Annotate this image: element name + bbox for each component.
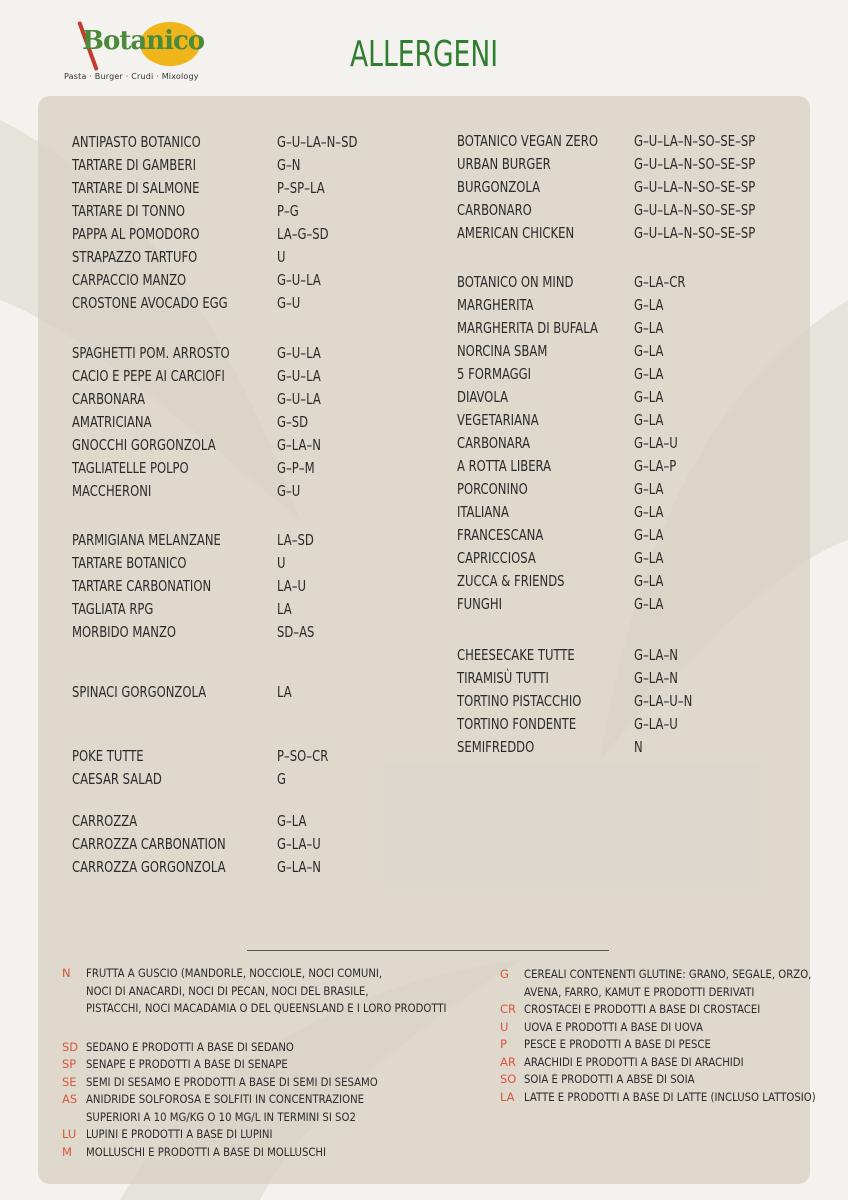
menu-item-row [72, 367, 412, 390]
allergen-codes: G–LA–N [277, 436, 321, 454]
legend-entry [62, 1074, 472, 1092]
allergen-codes: G–U–LA [277, 390, 321, 408]
menu-item-row [72, 577, 412, 600]
legend-description: SOIA E PRODOTTI A ABSE DI SOIA [524, 1072, 695, 1086]
allergen-codes: G–LA–N [634, 669, 678, 687]
allergen-codes: G–LA [634, 526, 664, 544]
menu-item-row [457, 224, 797, 247]
menu-item-name: CACIO E PEPE AI CARCIOFI [72, 367, 225, 385]
menu-item-name: DIAVOLA [457, 388, 509, 406]
allergen-codes: G–U–LA [277, 367, 321, 385]
legend-code: LA [500, 1089, 515, 1104]
allergen-codes: G–U–LA [277, 344, 321, 362]
menu-item-name: BURGONZOLA [457, 178, 541, 196]
legend-code: AR [500, 1054, 516, 1069]
menu-item-name: ANTIPASTO BOTANICO [72, 133, 201, 151]
menu-item-name: A ROTTA LIBERA [457, 457, 552, 475]
menu-column-right [457, 132, 797, 761]
legend-description: CEREALI CONTENENTI GLUTINE: GRANO, SEGALE, ORZO, [524, 967, 812, 981]
group-spacer [72, 706, 412, 747]
legend-description: PISTACCHI, NOCI MACADAMIA O DEL QUEENSLAND E I LORO PRODOTTI [86, 1001, 447, 1015]
menu-item-name: TAGLIATELLE POLPO [72, 459, 189, 477]
logo-tagline: Pasta · Burger · Crudi · Mixology [64, 72, 199, 81]
menu-item-row [457, 738, 797, 761]
menu-item-row [457, 526, 797, 549]
allergen-codes: U [277, 554, 286, 572]
group-spacer [72, 317, 412, 344]
menu-item-row [457, 388, 797, 411]
menu-item-row [72, 747, 412, 770]
legend-description: AVENA, FARRO, KAMUT E PRODOTTI DERIVATI [524, 984, 755, 999]
group-spacer [72, 793, 412, 812]
page-title: ALLERGENI [350, 34, 499, 75]
allergen-codes: LA–U [277, 577, 306, 595]
menu-item-name: TIRAMISÙ TUTTI [457, 669, 549, 687]
legend-code: SE [62, 1074, 77, 1089]
allergen-codes: G–U–LA–N–SO–SE–SP [634, 224, 756, 242]
legend-entry [500, 1001, 820, 1019]
menu-item-name: CARROZZA GORGONZOLA [72, 858, 226, 876]
legend-code: CR [500, 1002, 517, 1016]
menu-item-name: TARTARE BOTANICO [72, 554, 187, 572]
menu-item-name: FUNGHI [457, 595, 503, 613]
menu-item-name: CARBONARA [72, 390, 146, 408]
allergen-codes: G–LA [634, 342, 664, 360]
allergen-codes: N [634, 738, 643, 756]
menu-item-name: TARTARE DI GAMBERI [72, 156, 197, 174]
menu-item-name: POKE TUTTE [72, 747, 144, 765]
menu-item-row [457, 549, 797, 572]
logo-wordmark: Botanico [82, 26, 205, 56]
allergen-codes: G–LA [634, 503, 664, 521]
allergen-codes: G–SD [277, 413, 309, 431]
allergen-codes: LA–SD [277, 531, 314, 549]
menu-item-row [457, 457, 797, 480]
allergen-codes: G–N [277, 156, 301, 174]
allergen-codes: G–U [277, 294, 301, 312]
menu-item-name: VEGETARIANA [457, 411, 539, 429]
menu-item-row [457, 434, 797, 457]
menu-item-name: SEMIFREDDO [457, 738, 535, 756]
allergen-codes: P–G [277, 202, 299, 220]
legend-code: SP [62, 1057, 77, 1071]
menu-item-name: URBAN BURGER [457, 155, 551, 173]
menu-item-row [72, 623, 412, 646]
menu-item-name: MORBIDO MANZO [72, 623, 177, 641]
menu-item-name: CAPRICCIOSA [457, 549, 536, 567]
menu-item-row [457, 411, 797, 434]
group-spacer [72, 505, 412, 531]
group-spacer [457, 247, 797, 273]
menu-item-name: AMATRICIANA [72, 413, 152, 431]
allergen-codes: U [277, 248, 286, 266]
menu-column-left [72, 133, 412, 881]
menu-item-row [72, 294, 412, 317]
legend-description: ARACHIDI E PRODOTTI A BASE DI ARACHIDI [524, 1054, 744, 1069]
menu-item-name: TORTINO PISTACCHIO [457, 692, 582, 710]
menu-item-name: MARGHERITA [457, 296, 534, 314]
menu-item-name: TARTARE DI SALMONE [72, 179, 200, 197]
allergen-codes: G–LA [634, 572, 664, 590]
menu-item-name: TORTINO FONDENTE [457, 715, 577, 733]
legend-entry [62, 1144, 472, 1162]
allergen-codes: G–LA [634, 480, 664, 498]
allergen-codes: G–LA [277, 812, 307, 830]
menu-item-row [457, 273, 797, 296]
legend-entry [62, 1039, 472, 1057]
menu-item-name: CARROZZA CARBONATION [72, 835, 226, 853]
legend-code: LU [62, 1127, 77, 1141]
legend-description: PESCE E PRODOTTI A BASE DI PESCE [524, 1037, 711, 1051]
legend-code: SD [62, 1039, 79, 1054]
allergen-codes: LA [277, 683, 292, 701]
menu-item-name: STRAPAZZO TARTUFO [72, 248, 198, 266]
legend-description: NOCI DI ANACARDI, NOCI DI PECAN, NOCI DEL BRASILE, [86, 983, 369, 998]
legend-code: SO [500, 1072, 517, 1086]
legend-code: P [500, 1037, 507, 1051]
menu-item-name: CARPACCIO MANZO [72, 271, 187, 289]
menu-item-row [72, 413, 412, 436]
allergen-codes: G–U–LA–N–SD [277, 133, 358, 151]
allergen-codes: G–LA–P [634, 457, 677, 475]
legend-description: LUPINI E PRODOTTI A BASE DI LUPINI [86, 1127, 273, 1141]
legend-description: LATTE E PRODOTTI A BASE DI LATTE (INCLUSO LATTOSIO) [524, 1089, 816, 1104]
legend-code: G [500, 967, 509, 981]
menu-item-row [457, 296, 797, 319]
menu-item-row [72, 835, 412, 858]
allergen-codes: G–LA [634, 388, 664, 406]
menu-item-row [457, 692, 797, 715]
menu-item-name: MACCHERONI [72, 482, 152, 500]
menu-item-row [457, 178, 797, 201]
allergen-codes: G–LA [634, 549, 664, 567]
allergen-codes: G–LA [634, 365, 664, 383]
menu-item-row [72, 600, 412, 623]
menu-item-name: CARROZZA [72, 812, 138, 830]
menu-item-row [72, 202, 412, 225]
menu-item-name: TARTARE DI TONNO [72, 202, 186, 220]
menu-item-row [72, 156, 412, 179]
menu-item-name: BOTANICO ON MIND [457, 273, 574, 291]
allergen-codes: SD–AS [277, 623, 315, 641]
menu-item-row [72, 770, 412, 793]
menu-item-row [457, 201, 797, 224]
menu-item-name: AMERICAN CHICKEN [457, 224, 575, 242]
menu-item-row [457, 595, 797, 618]
menu-item-row [72, 344, 412, 367]
menu-item-row [72, 179, 412, 202]
legend-entry [500, 1071, 820, 1089]
menu-item-row [72, 390, 412, 413]
menu-item-row [72, 531, 412, 554]
allergen-codes: G–U–LA–N–SO–SE–SP [634, 201, 756, 219]
menu-item-name: NORCINA SBAM [457, 342, 548, 360]
legend-description: SUPERIORI A 10 MG/KG O 10 MG/L IN TERMINI SI SO2 [86, 1109, 356, 1124]
allergen-codes: G–LA–U [634, 434, 678, 452]
menu-item-name: CAESAR SALAD [72, 770, 162, 788]
allergen-codes: G–LA [634, 411, 664, 429]
legend-code: U [500, 1019, 509, 1034]
menu-item-name: ITALIANA [457, 503, 509, 521]
legend-left [62, 965, 472, 1161]
menu-item-name: SPAGHETTI POM. ARROSTO [72, 344, 230, 362]
menu-item-row [72, 459, 412, 482]
allergen-codes: G–LA–U–N [634, 692, 693, 710]
allergen-codes: G–LA–N [277, 858, 321, 876]
menu-item-name: PARMIGIANA MELANZANE [72, 531, 221, 549]
menu-item-name: BOTANICO VEGAN ZERO [457, 132, 598, 150]
menu-item-row [72, 271, 412, 294]
legend-entry [62, 1091, 472, 1126]
legend-entry [62, 965, 472, 1018]
allergen-codes: G–U–LA–N–SO–SE–SP [634, 178, 756, 196]
menu-item-row [457, 365, 797, 388]
legend-entry [500, 1089, 820, 1107]
menu-item-name: PAPPA AL POMODORO [72, 225, 200, 243]
allergen-codes: G–LA [634, 595, 664, 613]
legend-description: ANIDRIDE SOLFOROSA E SOLFITI IN CONCENTRAZIONE [86, 1092, 365, 1106]
legend-entry [500, 1019, 820, 1037]
menu-item-row [457, 480, 797, 503]
legend-code: N [62, 966, 71, 980]
legend-description: CROSTACEI E PRODOTTI A BASE DI CROSTACEI [524, 1002, 761, 1016]
menu-item-row [457, 155, 797, 178]
allergen-codes: G–LA [634, 319, 664, 337]
allergen-codes: G [277, 770, 287, 788]
legend-code: M [62, 1144, 72, 1159]
allergen-codes: LA [277, 600, 292, 618]
allergen-codes: G–LA–N [634, 646, 678, 664]
menu-item-row [457, 572, 797, 595]
allergen-codes: G–LA–CR [634, 273, 686, 291]
legend-entry [500, 1036, 820, 1054]
group-spacer [457, 618, 797, 646]
menu-item-name: MARGHERITA DI BUFALA [457, 319, 598, 337]
legend-entry [500, 1054, 820, 1072]
menu-item-name: ZUCCA & FRIENDS [457, 572, 565, 590]
menu-item-row [457, 669, 797, 692]
menu-item-row [72, 858, 412, 881]
legend-description: SENAPE E PRODOTTI A BASE DI SENAPE [86, 1057, 288, 1071]
legend-description: UOVA E PRODOTTI A BASE DI UOVA [524, 1019, 703, 1034]
menu-item-row [72, 225, 412, 248]
brand-logo [62, 18, 205, 86]
menu-item-row [457, 132, 797, 155]
menu-item-row [72, 554, 412, 577]
legend-divider [247, 950, 609, 951]
allergen-codes: G–U–LA–N–SO–SE–SP [634, 132, 756, 150]
legend-right [500, 966, 820, 1106]
menu-item-name: PORCONINO [457, 480, 528, 498]
allergen-codes: P–SO–CR [277, 747, 329, 765]
legend-description: SEDANO E PRODOTTI A BASE DI SEDANO [86, 1039, 294, 1054]
menu-item-row [457, 646, 797, 669]
menu-item-row [72, 133, 412, 156]
menu-item-row [457, 715, 797, 738]
menu-item-name: 5 FORMAGGI [457, 365, 532, 383]
menu-item-row [72, 482, 412, 505]
legend-description: FRUTTA A GUSCIO (MANDORLE, NOCCIOLE, NOCI COMUNI, [86, 966, 383, 980]
legend-entry [500, 966, 820, 1001]
allergen-codes: P–SP–LA [277, 179, 325, 197]
menu-item-row [72, 436, 412, 459]
allergen-codes: G–U–LA [277, 271, 321, 289]
menu-item-name: CARBONARO [457, 201, 532, 219]
menu-item-name: TAGLIATA RPG [72, 600, 154, 618]
menu-item-name: SPINACI GORGONZOLA [72, 683, 207, 701]
group-spacer [72, 646, 412, 683]
allergen-codes: G–P–M [277, 459, 315, 477]
menu-item-name: CARBONARA [457, 434, 531, 452]
legend-description: MOLLUSCHI E PRODOTTI A BASE DI MOLLUSCHI [86, 1144, 327, 1159]
allergen-codes: LA–G–SD [277, 225, 329, 243]
menu-item-row [72, 812, 412, 835]
allergen-codes: G–U–LA–N–SO–SE–SP [634, 155, 756, 173]
allergen-codes: G–LA–U [634, 715, 678, 733]
legend-description: SEMI DI SESAMO E PRODOTTI A BASE DI SEMI DI SESAMO [86, 1074, 378, 1089]
menu-item-row [457, 503, 797, 526]
allergen-codes: G–LA [634, 296, 664, 314]
menu-item-name: FRANCESCANA [457, 526, 544, 544]
menu-item-name: GNOCCHI GORGONZOLA [72, 436, 216, 454]
allergen-codes: G–LA–U [277, 835, 321, 853]
legend-code: AS [62, 1092, 78, 1106]
menu-item-name: CROSTONE AVOCADO EGG [72, 294, 228, 312]
legend-entry [62, 1056, 472, 1074]
menu-item-row [457, 319, 797, 342]
menu-item-name: CHEESECAKE TUTTE [457, 646, 575, 664]
menu-item-row [72, 683, 412, 706]
legend-entry [62, 1126, 472, 1144]
menu-item-row [457, 342, 797, 365]
allergen-codes: G–U [277, 482, 301, 500]
menu-item-name: TARTARE CARBONATION [72, 577, 212, 595]
menu-item-row [72, 248, 412, 271]
